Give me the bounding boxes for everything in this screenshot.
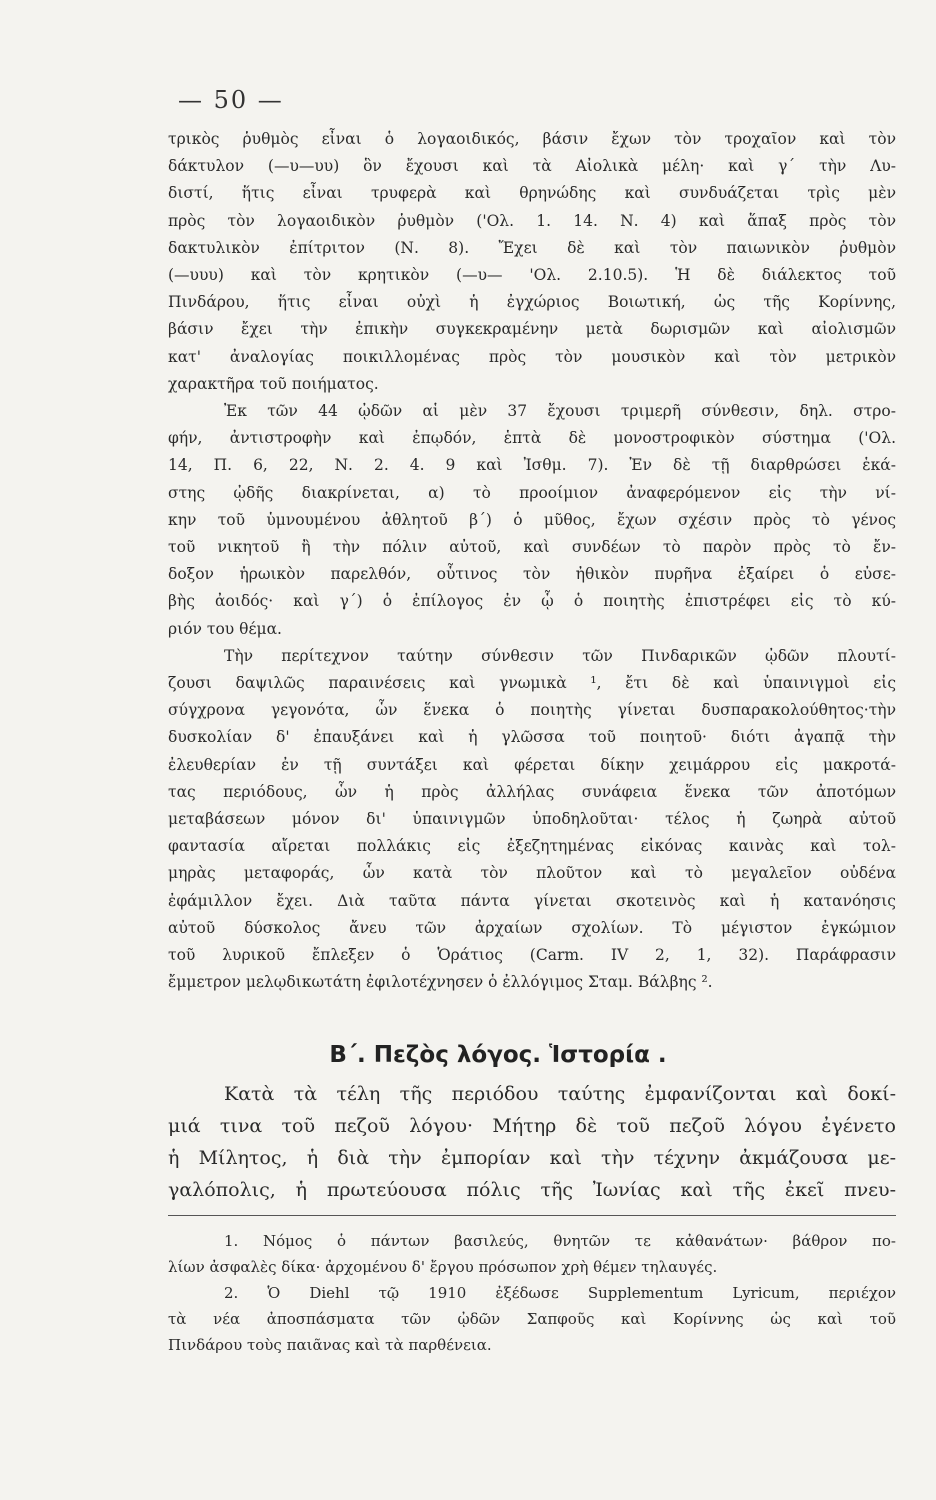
text-line: ἔμμετρον μελῳδικωτάτη ἐφιλοτέχνησεν ὁ ἐλλόγιμος Σταμ. Βάλβης ². (168, 973, 713, 992)
text-line: φαντασία αἴρεται πολλάκις εἰς ἐξεζητημένας εἰκόνας καινὰς καὶ τολ- (168, 837, 896, 856)
text-line: δυσκολίαν δ' ἐπαυξάνει καὶ ἡ γλῶσσα τοῦ ποιητοῦ· διότι ἀγαπᾷ τὴν (168, 728, 896, 747)
footnote-line: τὰ νέα ἀποσπάσματα τῶν ᾠδῶν Σαπφοῦς καὶ Κορίννης ὡς καὶ τοῦ (168, 1310, 896, 1328)
text-line: χαρακτῆρα τοῦ ποιήματος. (168, 374, 379, 393)
text-line: κην τοῦ ὑμνουμένου ἀθλητοῦ β΄) ὁ μῦθος, ἔχων σχέσιν πρὸς τὸ γένος (168, 510, 896, 529)
text-line: βάσιν ἔχει τὴν ἐπικὴν συγκεκραμένην μετὰ δωρισμῶν καὶ αἰολισμῶν (168, 320, 896, 339)
text-line: 14, Π. 6, 22, Ν. 2. 4. 9 καὶ Ἰσθμ. 7). Ἐν δὲ τῇ διαρθρώσει ἑκά- (168, 456, 896, 475)
text-line: στης ᾠδῆς διακρίνεται, α) τὸ προοίμιον ἀναφερόμενον εἰς τὴν νί- (168, 483, 896, 502)
text-line: διστί, ἥτις εἶναι τρυφερὰ καὶ θρηνώδης καὶ συνδυάζεται τρὶς μὲν (168, 184, 896, 203)
footnote-line: Πινδάρου τοὺς παιᾶνας καὶ τὰ παρθένεια. (168, 1336, 492, 1354)
text-line: κατ' ἀναλογίας ποικιλλομένας πρὸς τὸν μουσικὸν καὶ τὸν μετρικὸν (168, 347, 896, 366)
text-line: ἐλευθερίαν ἐν τῇ συντάξει καὶ φέρεται δίκην χειμάρρου εἰς μακροτά- (168, 755, 896, 774)
text-line: τας περιόδους, ὧν ἡ πρὸς ἀλλήλας συνάφεια ἕνεκα τῶν ἀποτόμων (168, 782, 896, 801)
body-text (168, 126, 896, 997)
text-line: Κατὰ τὰ τέλη τῆς περιόδου ταύτης ἐμφανίζονται καὶ δοκί- (224, 1083, 896, 1105)
footnotes (168, 1228, 896, 1358)
text-line: (—υυυ) καὶ τὸν κρητικὸν (—υ— 'Ολ. 2.10.5). Ἡ δὲ διάλεκτος τοῦ (168, 266, 896, 285)
footnote-line: 1. Νόμος ὁ πάντων βασιλεύς, θνητῶν τε κἀθανάτων· βάθρον πο- (224, 1232, 896, 1250)
text-line: ἡ Μίλητος, ἡ διὰ τὴν ἐμπορίαν καὶ τὴν τέχνην ἀκμάζουσα με- (168, 1147, 896, 1169)
text-line: ἐφάμιλλον ἔχει. Διὰ ταῦτα πάντα γίνεται σκοτεινὸς καὶ ἡ κατανόησις (168, 891, 896, 910)
page-number: — 50 — (178, 86, 284, 114)
text-line: ζουσι δαψιλῶς παραινέσεις καὶ γνωμικὰ ¹, ἔτι δὲ καὶ ὑπαινιγμοὶ εἰς (168, 674, 896, 693)
text-line: Τὴν περίτεχνον ταύτην σύνθεσιν τῶν Πινδαρικῶν ᾠδῶν πλουτί- (224, 646, 896, 665)
text-line: γαλόπολις, ἡ πρωτεύουσα πόλις τῆς Ἰωνίας καὶ τῆς ἐκεῖ πνευ- (168, 1179, 896, 1201)
text-line: δακτυλικὸν ἐπίτριτον (Ν. 8). Ἔχει δὲ καὶ τὸν παιωνικὸν ῥυθμὸν (168, 238, 896, 257)
text-line: μεταβάσεων μόνον δι' ὑπαινιγμῶν ὑποδηλοῦται· τέλος ἡ ζωηρὰ αὐτοῦ (168, 810, 896, 829)
text-line: φήν, ἀντιστροφὴν καὶ ἐπῳδόν, ἑπτὰ δὲ μονοστροφικὸν σύστημα ('Ολ. (168, 429, 896, 448)
text-line: μηρὰς μεταφοράς, ὧν κατὰ τὸν πλοῦτον καὶ τὸ μεγαλεῖον οὐδένα (168, 864, 896, 883)
text-line: σύγχρονα γεγονότα, ὧν ἕνεκα ὁ ποιητὴς γίνεται δυσπαρακολούθητος·τὴν (168, 701, 896, 720)
text-line: ριόν του θέμα. (168, 619, 282, 638)
text-line: δοξον ἡρωικὸν παρελθόν, οὗτινος τὸν ἠθικὸν πυρῆνα ἐξαίρει ὁ εὐσε- (168, 565, 896, 584)
intro-text (168, 1078, 896, 1206)
text-line: τοῦ λυρικοῦ ἔπλεξεν ὁ Ὁράτιος (Carm. IV 2, 1, 32). Παράφρασιν (168, 946, 896, 965)
footnote-line: λίων ἀσφαλὲς δίκα· ἀρχομένου δ' ἔργου πρόσωπον χρὴ θέμεν τηλαυγές. (168, 1258, 718, 1276)
text-line: Πινδάρου, ἥτις εἶναι οὐχὶ ἡ ἐγχώριος Βοιωτική, ὡς τῆς Κορίννης, (168, 293, 896, 312)
text-line: πρὸς τὸν λογαοιδικὸν ῥυθμὸν ('Ολ. 1. 14. Ν. 4) καὶ ἅπαξ πρὸς τὸν (168, 211, 896, 230)
footnote-divider (168, 1215, 896, 1216)
text-line: αὐτοῦ δύσκολος ἄνευ τῶν ἀρχαίων σχολίων. Τὸ μέγιστον ἐγκώμιον (168, 918, 896, 937)
text-line: τρικὸς ῥυθμὸς εἶναι ὁ λογαοιδικός, βάσιν ἔχων τὸν τροχαῖον καὶ τὸν (168, 130, 896, 148)
text-line: τοῦ νικητοῦ ἢ τὴν πόλιν αὐτοῦ, καὶ συνδέων τὸ παρὸν πρὸς τὸ ἔν- (168, 538, 896, 557)
section-heading: Β΄. Πεζὸς λόγος. Ἱστορία . (329, 1042, 667, 1068)
text-line: μιά τινα τοῦ πεζοῦ λόγου· Μήτηρ δὲ τοῦ πεζοῦ λόγου ἐγένετο (168, 1115, 896, 1137)
text-line: Ἐκ τῶν 44 ᾠδῶν αἱ μὲν 37 ἔχουσι τριμερῆ σύνθεσιν, δηλ. στρο- (224, 402, 896, 421)
text-line: βὴς ἀοιδός· καὶ γ΄) ὁ ἐπίλογος ἐν ᾧ ὁ ποιητὴς ἐπιστρέφει εἰς τὸ κύ- (168, 592, 896, 611)
footnote-line: 2. Ὁ Diehl τῷ 1910 ἐξέδωσε Supplementum Lyricum, περιέχον (224, 1284, 896, 1302)
text-line: δάκτυλον (—υ—υυ) ὃν ἔχουσι καὶ τὰ Αἰολικὰ μέλη· καὶ γ΄ τὴν Λυ- (168, 157, 896, 176)
